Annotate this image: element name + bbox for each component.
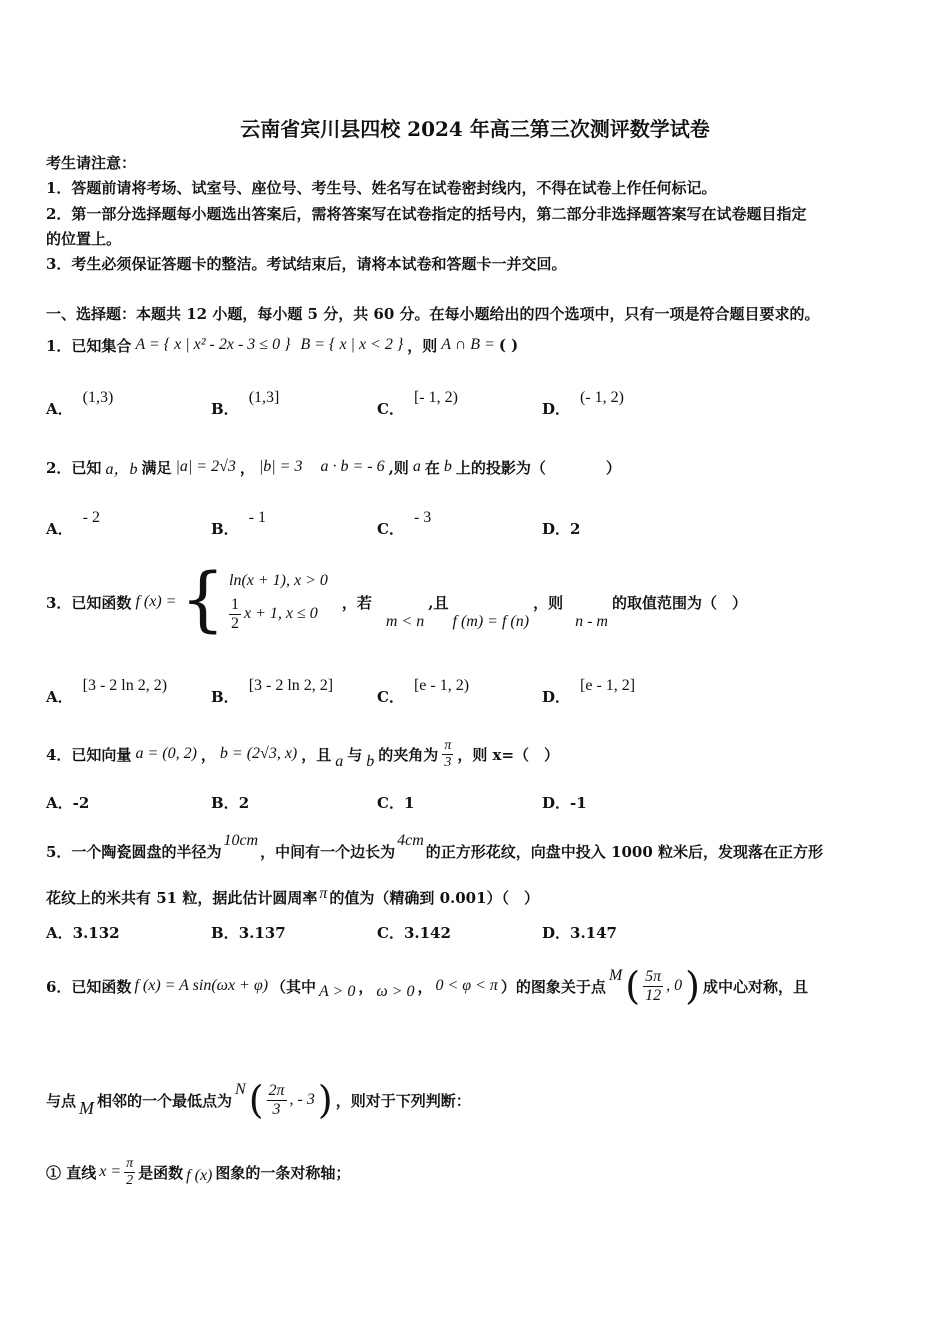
q3-cond-1: m < n	[385, 613, 425, 630]
q6-j1-x: x =	[99, 1163, 122, 1180]
page-title: 云南省宾川县四校 2024 年高三第三次测评数学试卷	[240, 117, 710, 141]
q4-with: 与	[347, 745, 363, 764]
q2-var-b: b	[443, 458, 452, 475]
question-3	[46, 558, 747, 642]
q2-option-d[interactable]: D．2	[542, 520, 581, 538]
q3-prefix: 3．已知函数	[46, 593, 132, 612]
q2-cond-3: a · b = - 6	[320, 458, 385, 475]
notice-item-2-cont: 的位置上。	[46, 230, 122, 248]
q4-option-b[interactable]: B．2	[211, 794, 250, 812]
q6-comma-2: ，	[417, 977, 433, 996]
q5-option-a[interactable]: A．3.132	[46, 924, 120, 942]
question-1	[46, 330, 518, 360]
q3-case-1: ln(x + 1), x > 0	[229, 571, 328, 589]
q5-option-b[interactable]: B．3.137	[211, 924, 286, 942]
q3-cond-3: n - m	[575, 613, 608, 630]
q6-j1-f: f (x)	[186, 1167, 213, 1184]
q4-option-d[interactable]: D．-1	[542, 794, 587, 812]
q4-var-a: a	[335, 753, 344, 770]
q3-option-d[interactable]: D．[e - 1, 2]	[542, 677, 636, 706]
q6-j1-prefix: ① 直线	[46, 1163, 97, 1182]
q6-n-rparen: )	[317, 1078, 333, 1122]
q3-brace: {	[180, 558, 225, 640]
q6-symmetric: ）的图象关于点	[500, 977, 606, 996]
notice-item-3: 3．考生必须保证答题卡的整洁。考试结束后，请将本试卷和答题卡一并交回。	[46, 255, 567, 273]
q2-on: 在	[424, 458, 440, 477]
question-5	[46, 826, 823, 862]
q5-option-c[interactable]: C．3.142	[377, 924, 451, 942]
q6-n-frac: $\frac{2\pi}{3}$	[268, 1081, 285, 1118]
q2-then: ,则	[388, 458, 409, 477]
q1-option-d[interactable]: D．(- 1, 2)	[542, 389, 624, 418]
q1-suffix: ，则	[407, 336, 438, 355]
q6-where: （其中	[271, 977, 317, 996]
q6-point-m: M	[608, 967, 623, 984]
q6-point-n: N	[235, 1081, 246, 1098]
q4-option-a[interactable]: A．-2	[46, 794, 90, 812]
q2-options	[46, 506, 906, 536]
q4-options	[46, 792, 906, 812]
q3-then: ，则	[533, 593, 564, 612]
q1-set-b: B = { x | x < 2 }	[300, 336, 404, 353]
q6-point-m-2: M	[79, 1097, 95, 1118]
question-6-line-2	[46, 1070, 471, 1130]
q6-j1-suffix: 图象的一条对称轴；	[215, 1163, 351, 1182]
q1-set-a: A = { x | x² - 2x - 3 ≤ 0 }	[135, 336, 291, 353]
q6-comma-1: ，	[358, 977, 374, 996]
q6-j1-frac: $\frac{\pi}{2}$	[126, 1156, 134, 1188]
q6-j1-mid: 是函数	[138, 1163, 184, 1182]
q2-option-b[interactable]: B．- 1	[211, 509, 267, 538]
q1-option-c[interactable]: C．[- 1, 2)	[377, 389, 458, 418]
q5-line-2a: 花纹上的米共有 51 粒，据此估计圆周率	[46, 888, 318, 907]
q5-part-2: ，中间有一个边长为	[260, 843, 396, 861]
q5-side: 4cm	[397, 832, 424, 849]
q3-function: f (x) =	[135, 593, 177, 610]
q5-part-3: 的正方形花纹，向盘中投入 1000 粒米后，发现落在正方形	[425, 843, 823, 861]
q2-cond-1: |a| = 2√3	[175, 458, 236, 475]
q2-option-c[interactable]: C．- 3	[377, 509, 432, 538]
q6-m-frac: $\frac{5\pi}{12}$	[645, 967, 662, 1004]
q6-center: 成中心对称，且	[702, 977, 808, 996]
q6-line-2a: 与点	[46, 1091, 77, 1110]
q2-cond-2: |b| = 3	[258, 458, 303, 475]
q2-projection: 上的投影为（ ）	[455, 458, 621, 477]
notice-item-2: 2．第一部分选择题每小题选出答案后，需将答案写在试卷指定的括号内，第二部分非选择题答案写在试卷题目指定	[46, 205, 807, 223]
q5-part-1: 5．一个陶瓷圆盘的半径为	[46, 843, 222, 861]
q2-vars: a，b	[105, 460, 138, 478]
q4-option-c[interactable]: C．1	[377, 794, 415, 812]
q1-paren: ( )	[498, 336, 519, 354]
q3-range: 的取值范围为（ ）	[611, 593, 747, 612]
q1-option-a[interactable]: A．(1,3)	[46, 389, 114, 418]
q3-case-2-frac: $\frac{1}{2}$	[231, 595, 239, 632]
q5-option-d[interactable]: D．3.147	[542, 924, 617, 942]
q4-var-b: b	[366, 753, 375, 770]
q3-option-c[interactable]: C．[e - 1, 2)	[377, 677, 470, 706]
question-5-line-2	[46, 886, 539, 908]
question-2	[46, 452, 621, 482]
q3-if: ，若	[341, 593, 372, 612]
q6-function: f (x) = A sin(ωx + φ)	[134, 977, 269, 994]
notice-heading: 考生请注意：	[46, 154, 137, 172]
q5-pi: π	[319, 885, 328, 902]
q1-options	[46, 386, 906, 416]
q3-options	[46, 674, 906, 704]
q3-and: ,且	[428, 593, 449, 612]
q6-cond-3: 0 < φ < π	[435, 977, 498, 994]
section-heading: 一、选择题：本题共 12 小题，每小题 5 分，共 60 分。在每小题给出的四个选项中，只有一项是符合题目要求的。	[46, 305, 820, 323]
q6-line-2b: 相邻的一个最低点为	[97, 1091, 233, 1110]
q5-options	[46, 922, 906, 942]
q4-prefix: 4．已知向量	[46, 745, 132, 764]
question-6	[46, 956, 808, 1016]
q2-var-a: a	[412, 458, 421, 475]
q5-radius: 10cm	[223, 832, 259, 849]
notice-item-1: 1．答题前请将考场、试室号、座位号、考生号、姓名写在试卷密封线内，不得在试卷上作任何标记。	[46, 179, 717, 197]
q3-case-2: $\frac{1}{2}$ x + 1, x ≤ 0	[231, 595, 318, 632]
q6-m-rest: , 0	[666, 977, 683, 994]
q2-comma: ，	[239, 458, 255, 477]
q4-angle-text: 的夹角为	[378, 745, 439, 764]
q4-comma: ，	[200, 745, 216, 764]
q2-prefix: 2．已知	[46, 458, 102, 477]
q6-n-rest: , - 3	[289, 1091, 315, 1108]
q1-option-b[interactable]: B．(1,3]	[211, 389, 280, 418]
q3-cond-2: f (m) = f (n)	[452, 613, 530, 630]
q5-line-2b: 的值为（精确到 0.001）（ ）	[329, 888, 540, 907]
q6-cond-1: A > 0	[319, 983, 356, 1000]
q6-m-lparen: (	[625, 964, 641, 1008]
q1-expr: A ∩ B =	[441, 336, 495, 353]
q2-option-a[interactable]: A．- 2	[46, 509, 100, 538]
q6-n-lparen: (	[248, 1078, 264, 1122]
q3-cases	[229, 572, 328, 632]
q2-satisfy: 满足	[141, 458, 172, 477]
q6-m-rparen: )	[685, 964, 700, 1008]
q6-judgement-1	[46, 1152, 350, 1192]
q6-line-2c: ，则对于下列判断：	[335, 1091, 471, 1110]
q4-angle-frac: $\frac{\pi}{3}$	[444, 738, 452, 770]
q1-prefix: 1．已知集合	[46, 336, 132, 355]
q4-vec-b: b = (2√3, x)	[219, 745, 298, 762]
q6-cond-2: ω > 0	[376, 983, 415, 1000]
q6-prefix: 6．已知函数	[46, 977, 132, 996]
q3-option-a[interactable]: A．[3 - 2 ln 2, 2)	[46, 677, 168, 706]
q4-suffix: ，则 x=（ ）	[457, 745, 560, 764]
question-4	[46, 734, 559, 774]
q4-vec-a: a = (0, 2)	[135, 745, 197, 762]
q4-and: ，且	[301, 745, 332, 764]
q3-option-b[interactable]: B．[3 - 2 ln 2, 2]	[211, 677, 334, 706]
